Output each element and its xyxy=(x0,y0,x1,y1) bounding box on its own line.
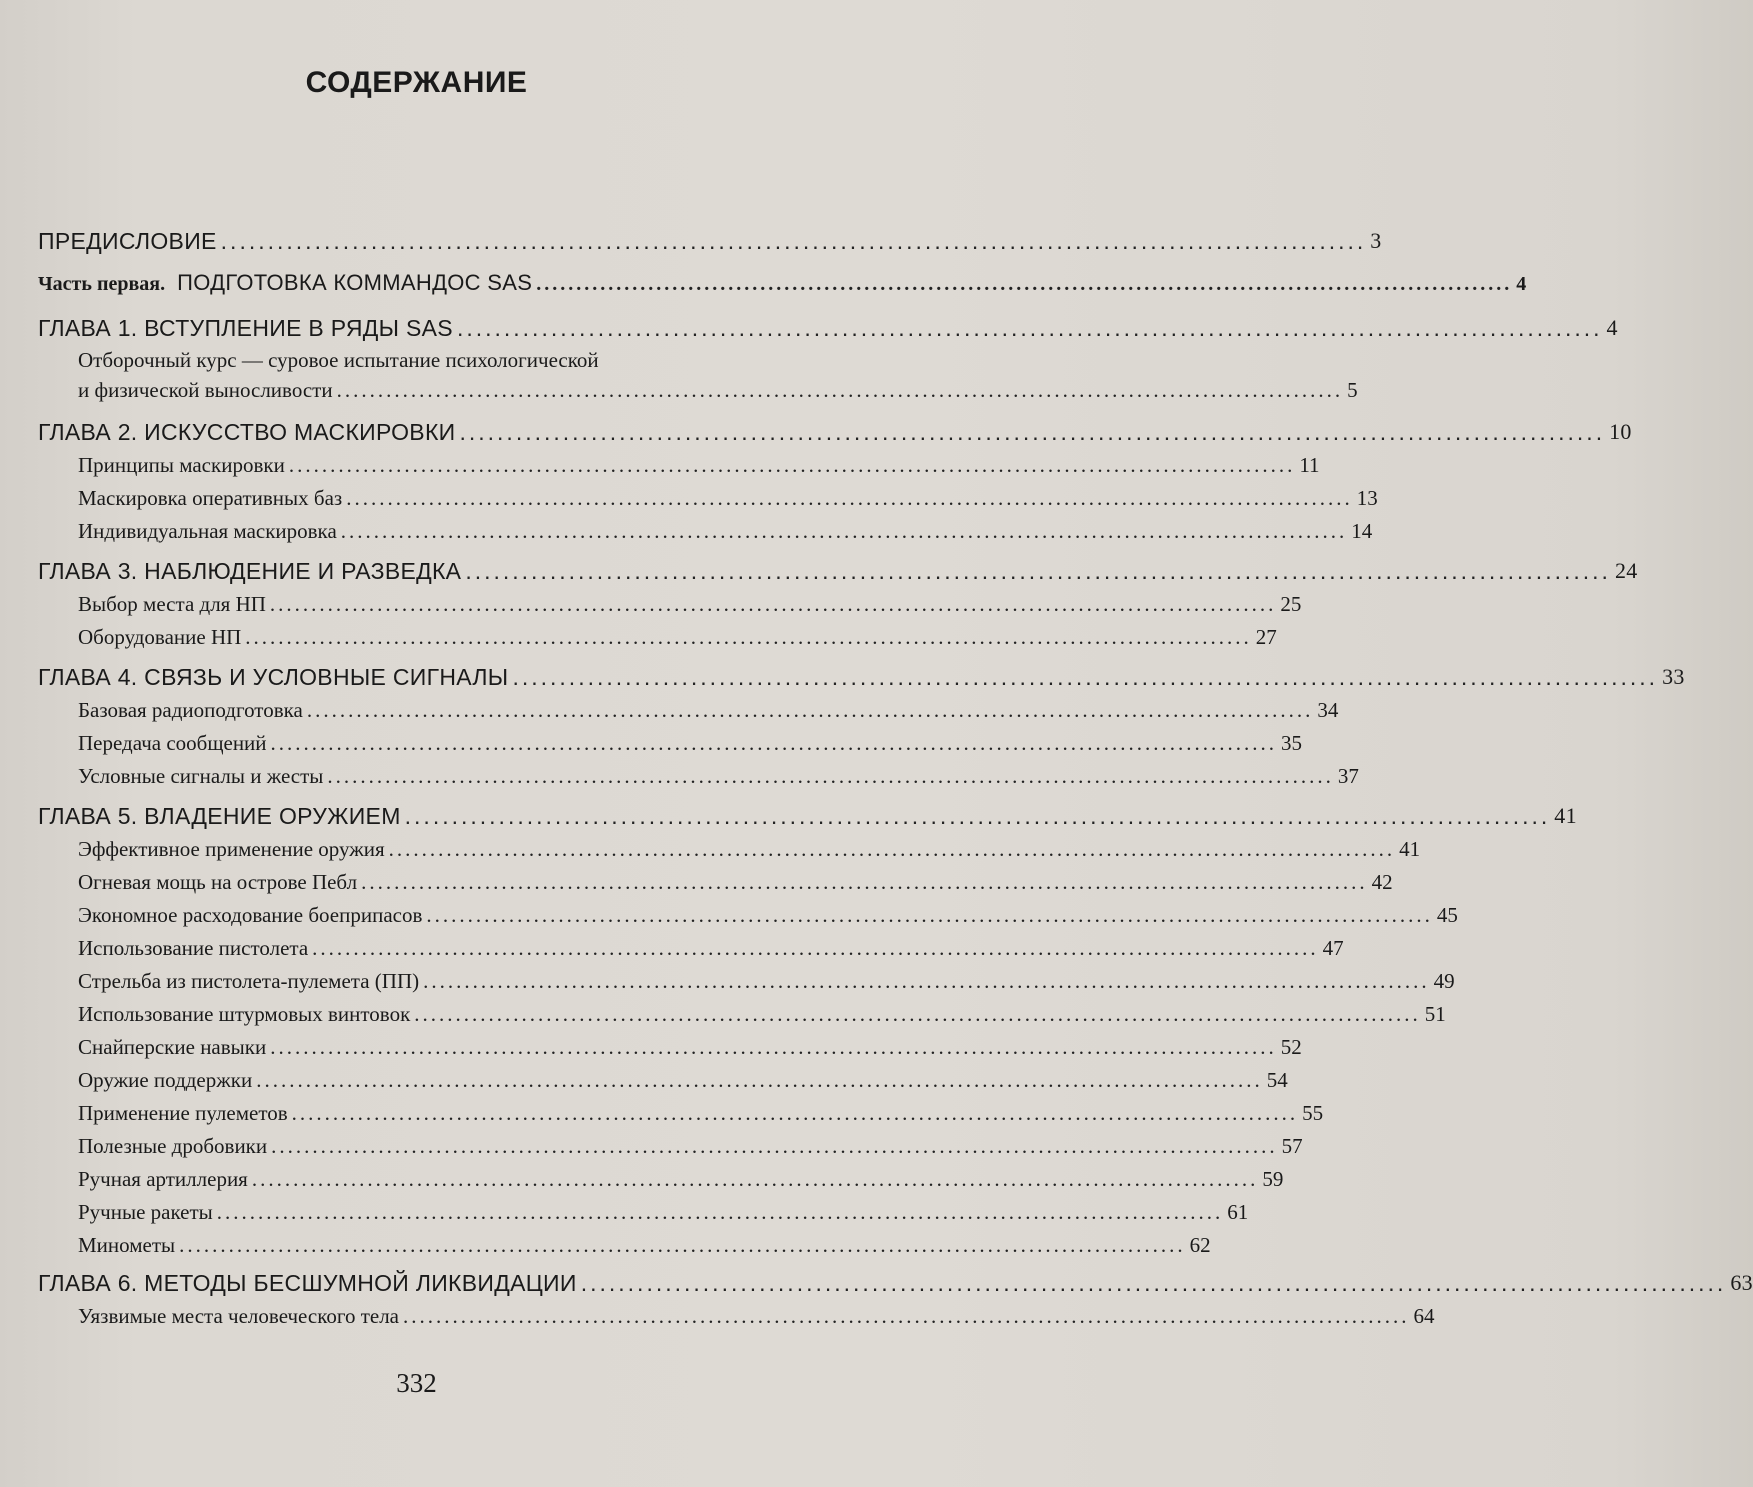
toc-entry-page: 47 xyxy=(1322,936,1344,960)
toc-entry-title: Эффективное применение оружия xyxy=(78,837,385,861)
toc-entry-preface xyxy=(38,226,1382,256)
toc-entry-page: 63 xyxy=(1730,1270,1753,1295)
toc-entry-title: ГЛАВА 4. СВЯЗЬ И УСЛОВНЫЕ СИГНАЛЫ xyxy=(38,664,509,690)
toc-entry-page: 62 xyxy=(1189,1233,1211,1257)
toc-entry-title: Маскировка оперативных баз xyxy=(78,486,343,510)
leader-dots: .......................................................................................................................... xyxy=(426,903,1433,927)
leader-dots: .......................................................................................................................... xyxy=(414,1002,1421,1026)
toc-entry-chapter-5 xyxy=(38,801,1577,831)
toc-entry-part-one xyxy=(38,268,1527,299)
toc-subentry xyxy=(78,589,1302,619)
toc-subentry xyxy=(78,375,1358,405)
toc-subentry xyxy=(78,1164,1284,1194)
toc-entry-page: 3 xyxy=(1370,228,1382,253)
toc-entry-page: 37 xyxy=(1337,764,1359,788)
toc-entry-page: 54 xyxy=(1266,1068,1288,1092)
toc-subentry xyxy=(78,999,1446,1029)
toc-subentry xyxy=(78,622,1277,652)
leader-dots: .......................................................................................................................... xyxy=(306,698,1314,722)
toc-entry-title: Передача сообщений xyxy=(78,731,267,755)
leader-dots: .......................................................................................................................... xyxy=(456,315,1603,341)
toc-entry-page: 55 xyxy=(1302,1101,1324,1125)
toc-entry-page: 42 xyxy=(1371,870,1393,894)
toc-entry-page: 10 xyxy=(1609,419,1632,444)
page-number: 332 xyxy=(396,1368,437,1398)
leader-dots: .......................................................................................................................... xyxy=(423,969,1430,993)
leader-dots: .......................................................................................................................... xyxy=(270,731,1278,755)
leader-dots: .......................................................................................................................... xyxy=(256,1068,1263,1092)
leader-dots: .......................................................................................................................... xyxy=(271,1134,1278,1158)
leader-dots: .......................................................................................................................... xyxy=(269,592,1277,616)
toc-entry-page: 27 xyxy=(1255,625,1277,649)
toc-entry-title: Индивидуальная маскировка xyxy=(78,519,337,543)
leader-dots: .......................................................................................................................... xyxy=(336,378,1344,402)
leader-dots: .......................................................................................................................... xyxy=(245,625,1252,649)
toc-entry-title: Снайперские навыки xyxy=(78,1035,267,1059)
leader-dots: .......................................................................................................................... xyxy=(291,1101,1299,1125)
leader-dots: .......................................................................................................................... xyxy=(536,273,1513,295)
toc-entry-chapter-2 xyxy=(38,417,1632,447)
toc-subentry xyxy=(78,695,1339,725)
leader-dots: .......................................................................................................................... xyxy=(220,228,1367,254)
leader-dots: .......................................................................................................................... xyxy=(288,453,1296,477)
toc-entry-title: Применение пулеметов xyxy=(78,1101,288,1125)
toc-subentry xyxy=(78,933,1344,963)
toc-entry-title: Огневая мощь на острове Пебл xyxy=(78,870,358,894)
leader-dots: .......................................................................................................................... xyxy=(346,486,1353,510)
leader-dots: .......................................................................................................................... xyxy=(312,936,1319,960)
toc-subentry xyxy=(78,1032,1302,1062)
toc-entry-page: 49 xyxy=(1433,969,1455,993)
page-title: СОДЕРЖАНИЕ xyxy=(305,66,528,99)
toc-entry-title: Полезные дробовики xyxy=(78,1134,268,1158)
toc-entry-page: 13 xyxy=(1356,486,1378,510)
toc-entry-page: 4 xyxy=(1606,315,1618,340)
toc-entry-title: Базовая радиоподготовка xyxy=(78,698,303,722)
leader-dots: .......................................................................................................................... xyxy=(340,519,1348,543)
toc-entry-title: Использование штурмовых винтовок xyxy=(78,1002,411,1026)
toc-entry-title: Принципы маскировки xyxy=(78,453,285,477)
toc-entry-title: Минометы xyxy=(78,1233,176,1257)
toc-entry-title: Ручная артиллерия xyxy=(78,1167,248,1191)
toc-entry-title: Экономное расходование боеприпасов xyxy=(78,903,423,927)
leader-dots: .......................................................................................................................... xyxy=(459,419,1606,445)
part-title: ПОДГОТОВКА КОММАНДОС SAS xyxy=(177,270,533,295)
toc-entry-page: 41 xyxy=(1554,803,1577,828)
toc-subentry xyxy=(78,966,1455,996)
toc-subentry xyxy=(78,834,1421,864)
leader-dots: .......................................................................................................................... xyxy=(327,764,1334,788)
toc-subentry xyxy=(78,1197,1249,1227)
toc-entry-chapter-3 xyxy=(38,556,1638,586)
toc-entry-page: 5 xyxy=(1347,378,1358,402)
toc-subentry xyxy=(78,867,1393,897)
leader-dots: .......................................................................................................................... xyxy=(251,1167,1259,1191)
toc-subentry-line: Отборочный курс — суровое испытание психологической xyxy=(78,348,599,372)
leader-dots: .......................................................................................................................... xyxy=(404,803,1551,829)
toc-entry-page: 24 xyxy=(1614,558,1638,583)
toc-subentry xyxy=(78,1098,1324,1128)
toc-subentry xyxy=(78,450,1320,480)
toc-entry-chapter-4 xyxy=(38,662,1685,692)
toc-entry-title: Ручные ракеты xyxy=(78,1200,213,1224)
toc-subentry xyxy=(78,1065,1288,1095)
toc-entry-page: 4 xyxy=(1516,273,1527,295)
toc-entry-page: 14 xyxy=(1351,519,1373,543)
toc-entry-title: Использование пистолета xyxy=(78,936,309,960)
toc-subentry xyxy=(78,1131,1303,1161)
toc-subentry xyxy=(78,1301,1435,1331)
toc-entry-title: Выбор места для НП xyxy=(78,592,266,616)
toc-entry-page: 51 xyxy=(1424,1002,1446,1026)
toc-entry-page: 35 xyxy=(1281,731,1303,755)
toc-subentry xyxy=(78,516,1373,546)
leader-dots: .......................................................................................................................... xyxy=(179,1233,1186,1257)
toc-subentry xyxy=(78,728,1303,758)
toc-entry-title: Оружие поддержки xyxy=(78,1068,253,1092)
toc-entry-page: 25 xyxy=(1280,592,1302,616)
toc-entry-chapter-1 xyxy=(38,313,1618,343)
toc-entry-page: 41 xyxy=(1399,837,1421,861)
toc-subentry xyxy=(78,1230,1211,1260)
leader-dots: .......................................................................................................................... xyxy=(512,664,1659,690)
toc-subentry xyxy=(78,761,1359,791)
leader-dots: .......................................................................................................................... xyxy=(388,837,1396,861)
part-label: Часть первая. xyxy=(38,273,166,295)
toc-subentry xyxy=(78,900,1458,930)
toc-entry-title: ГЛАВА 3. НАБЛЮДЕНИЕ И РАЗВЕДКА xyxy=(38,558,462,584)
toc-subentry xyxy=(78,483,1378,513)
toc-entry-title: Уязвимые места человеческого тела xyxy=(78,1304,399,1328)
toc-entry-title: Оборудование НП xyxy=(78,625,242,649)
toc-entry-page: 45 xyxy=(1436,903,1458,927)
toc-entry-page: 64 xyxy=(1413,1304,1435,1328)
toc-entry-page: 33 xyxy=(1662,664,1685,689)
toc-entry-title: ГЛАВА 2. ИСКУССТВО МАСКИРОВКИ xyxy=(38,419,456,445)
toc-entry-title: Стрельба из пистолета-пулемета (ПП) xyxy=(78,969,420,993)
leader-dots: .......................................................................................................................... xyxy=(270,1035,1277,1059)
leader-dots: .......................................................................................................................... xyxy=(403,1304,1410,1328)
leader-dots: .......................................................................................................................... xyxy=(216,1200,1224,1224)
toc-entry-page: 11 xyxy=(1299,453,1320,477)
leader-dots: .......................................................................................................................... xyxy=(465,558,1611,584)
toc-entry-title: Условные сигналы и жесты xyxy=(78,764,324,788)
toc-entry-page: 61 xyxy=(1227,1200,1249,1224)
toc-entry-chapter-6 xyxy=(38,1268,1753,1298)
toc-entry-page: 59 xyxy=(1262,1167,1284,1191)
toc-entry-title: ГЛАВА 5. ВЛАДЕНИЕ ОРУЖИЕМ xyxy=(38,803,401,829)
toc-entry-page: 34 xyxy=(1317,698,1339,722)
toc-entry-page: 52 xyxy=(1280,1035,1302,1059)
toc-entry-title: и физической выносливости xyxy=(78,378,333,402)
toc-entry-title: ГЛАВА 1. ВСТУПЛЕНИЕ В РЯДЫ SAS xyxy=(38,315,453,341)
leader-dots: .......................................................................................................................... xyxy=(580,1270,1727,1296)
toc-entry-page: 57 xyxy=(1281,1134,1303,1158)
leader-dots: .......................................................................................................................... xyxy=(361,870,1368,894)
toc-entry-title: ГЛАВА 6. МЕТОДЫ БЕСШУМНОЙ ЛИКВИДАЦИИ xyxy=(38,1270,577,1296)
toc-entry-title: ПРЕДИСЛОВИЕ xyxy=(38,228,217,254)
